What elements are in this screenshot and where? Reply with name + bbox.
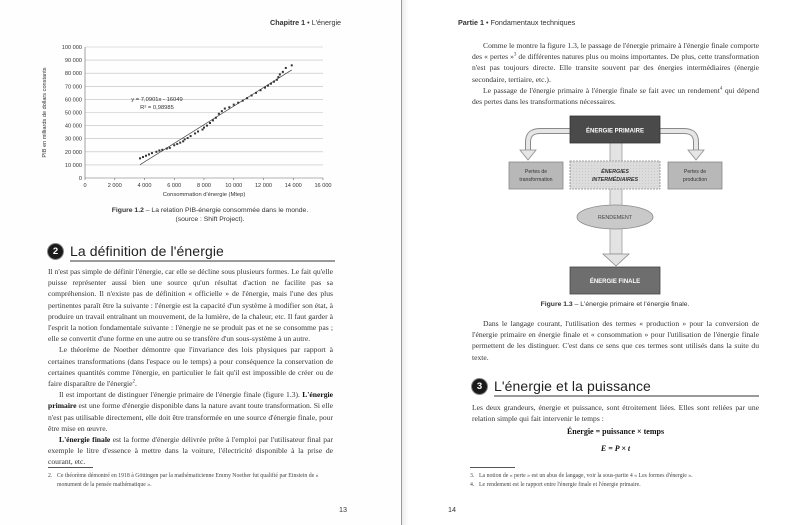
section-underline xyxy=(494,395,759,397)
box-intermediate-energies xyxy=(570,161,660,189)
figure-caption-1-2 xyxy=(70,206,350,224)
part-label: Partie 1 xyxy=(458,18,484,27)
arrow-down-icon xyxy=(603,254,629,266)
section-underline xyxy=(70,260,335,262)
paragraph: Le passage de l'énergie primaire à l'énergie finale se fait avec un rendement$^4$ qui dépend des pertes dans les transformations nécessaires. xyxy=(472,85,759,107)
footnotes-left xyxy=(48,472,338,490)
svg-text:ÉNERGIE FINALE: ÉNERGIE FINALE xyxy=(589,279,641,285)
svg-text:ÉNERGIE PRIMAIRE: ÉNERGIE PRIMAIRE xyxy=(585,128,645,135)
box-transformation-losses xyxy=(509,162,563,189)
footnote-ref: 2 xyxy=(132,379,136,385)
svg-text:16 000: 16 000 xyxy=(314,183,332,189)
figure-label: Figure 1.2 xyxy=(111,207,144,214)
svg-text:transformation: transformation xyxy=(519,177,553,183)
diagram-canvas xyxy=(470,110,760,310)
section-number-badge: 3 xyxy=(472,379,487,394)
page-number-14: 14 xyxy=(448,505,456,514)
svg-text:10 000: 10 000 xyxy=(64,162,82,169)
footnotes-right xyxy=(470,472,760,490)
body-text-right-intro xyxy=(472,40,759,107)
body-text-left xyxy=(48,266,333,468)
separator-bullet: • xyxy=(307,18,310,27)
svg-text:ÉNERGIES: ÉNERGIES xyxy=(601,169,629,175)
footnote-ref: 4 xyxy=(719,86,723,92)
svg-text:8 000: 8 000 xyxy=(197,183,211,189)
chart-canvas xyxy=(40,40,340,200)
formula-symbols: E = P × t xyxy=(600,444,631,453)
footnote: 4. Le rendement est le rapport entre l'énergie finale et l'énergie primaire. xyxy=(470,482,641,488)
svg-text:70 000: 70 000 xyxy=(64,84,82,91)
svg-text:RENDEMENT: RENDEMENT xyxy=(597,215,633,221)
footnote-divider xyxy=(470,467,515,468)
svg-text:Consommation d'énergie (Mtep): Consommation d'énergie (Mtep) xyxy=(162,192,246,198)
formula-words: Énergie = puissance × temps xyxy=(566,427,665,436)
svg-text:80 000: 80 000 xyxy=(64,71,82,78)
svg-text:4 000: 4 000 xyxy=(137,183,152,189)
paragraph: Il est important de distinguer l'énergie primaire de l'énergie finale (figure 1.3). L'énergie primaire est une forme d'énergie disponible dans la nature avant toute transformation. Si elle n'est pas utilisable directement, elle doit être transformée en une source d'énergie finale, pour être mise en œuvre. xyxy=(48,390,333,433)
footnote-divider xyxy=(48,467,93,468)
body-text-right-middle xyxy=(472,318,759,363)
svg-text:0: 0 xyxy=(78,176,82,182)
svg-text:6 000: 6 000 xyxy=(167,183,182,189)
svg-text:20 000: 20 000 xyxy=(64,149,82,156)
svg-text:PIB en milliards de dollars co: PIB en milliards de dollars constants xyxy=(42,67,48,158)
svg-text:60 000: 60 000 xyxy=(64,97,82,104)
section-number-badge: 2 xyxy=(48,244,63,259)
figure-label: Figure 1.3 xyxy=(540,301,573,308)
section-heading-3 xyxy=(472,378,651,394)
figure-caption-text: – L'énergie primaire et l'énergie finale. xyxy=(572,301,690,308)
section-title: L'énergie et la puissance xyxy=(494,378,651,394)
separator-bullet: • xyxy=(485,18,489,27)
body-text-right-bottom xyxy=(472,402,759,424)
svg-text:R² = 0,98985: R² = 0,98985 xyxy=(140,105,174,111)
chapter-label: Chapitre 1 xyxy=(270,18,306,27)
svg-text:0: 0 xyxy=(83,183,87,189)
chapter-title: L'énergie xyxy=(311,18,342,27)
paragraph: Les deux grandeurs, énergie et puissance, sont étroitement liées. Elles sont reliées par une relation simple qui fait intervenir le temps : xyxy=(472,403,759,424)
spine-shadow xyxy=(402,0,408,525)
svg-text:Pertes de: Pertes de xyxy=(683,169,707,175)
box-production-losses xyxy=(668,162,722,189)
svg-text:2 000: 2 000 xyxy=(107,183,122,189)
svg-text:40 000: 40 000 xyxy=(64,123,82,130)
svg-text:Pertes de: Pertes de xyxy=(524,169,548,175)
figure-caption-text: – La relation PIB-énergie consommée dans le monde. xyxy=(143,207,309,214)
paragraph: Dans le langage courant, l'utilisation des termes « production » pour la conversion de l'énergie primaire en énergie finale et « consommation » pour l'utilisation de l'énergie finale permettent de les distinguer. C'est dans ce sens que ces termes sont utilisés dans la suite du texte. xyxy=(472,319,759,362)
energy-flow-diagram xyxy=(470,110,760,310)
section-heading-2 xyxy=(48,243,224,259)
arrow-to-production-losses-icon xyxy=(688,150,704,160)
svg-text:30 000: 30 000 xyxy=(64,136,82,143)
page-number-13: 13 xyxy=(339,505,347,514)
svg-text:90 000: 90 000 xyxy=(64,58,82,65)
svg-text:50 000: 50 000 xyxy=(64,110,82,117)
running-head-right xyxy=(458,18,575,27)
paragraph: L'énergie finale est la forme d'énergie délivrée prête à l'emploi par l'utilisateur final par exemple le litre d'essence à mettre dans la voiture, l'électricité disponible à la prise de courant, etc. xyxy=(48,435,333,467)
svg-text:12 000: 12 000 xyxy=(254,183,273,189)
term-final-energy: L'énergie finale xyxy=(59,435,111,445)
svg-text:14 000: 14 000 xyxy=(284,183,302,189)
footnote: 2. Ce théorème démontré en 1918 à Göttingen par la mathématicienne Emmy Noether fut qualifié par Einstein de « monument de la pensée mathématique ». xyxy=(48,473,319,488)
paragraph: Il n'est pas simple de définir l'énergie, car elle se décline sous plusieurs formes. Le fait qu'elle puisse représenter aussi bien une source qu'un résultat d'action ne facilite pas sa compréhension. Il n'existe pas de définition « officielle » de l'énergie, mais l'une des plus pertinentes paraît être la suivante : l'énergie est la capacité d'un système à modifier son état, à produire un travail entraînant un mouvement, de la lumière, de la chaleur, etc. Il faut garder à l'esprit la notion fondamentale suivante : l'énergie ne se produit pas et ne se consomme pas ; elle se convertit d'une forme en une autre ou se transfère d'un sous-système à un autre. xyxy=(48,267,333,344)
section-title: La définition de l'énergie xyxy=(70,243,224,259)
central-flow-arrow xyxy=(610,142,622,254)
arrow-to-transformation-losses-icon xyxy=(520,150,536,160)
paragraph: Comme le montre la figure 1.3, le passage de l'énergie primaire à l'énergie finale comporte des « pertes »$^3$ de différentes natures plus ou moins importantes. De plus, cette transformation n'est pas toujours directe. Elle transite souvent par des énergies intermédiaires (énergie secondaire, tertiaire, etc.). xyxy=(472,41,760,84)
svg-text:y = 7,0901x - 16049: y = 7,0901x - 16049 xyxy=(131,97,183,103)
svg-text:production: production xyxy=(682,177,708,183)
paragraph: Le théorème de Noether démontre que l'invariance des lois physiques par rapport à certaines transformations (dans l'espace ou le temps) a pour conséquence la conservation de certaines quantités comme l'énergie, en particulier le fait qu'il est impossible de créer ou de faire disparaître de l'énergie$^2$. xyxy=(48,345,333,389)
scatter-chart-pib-energy xyxy=(40,40,340,200)
term-primary-energy: L'énergie primaire xyxy=(48,390,333,411)
figure-caption-1-3 xyxy=(470,300,760,309)
svg-text:INTERMÉDIAIRES: INTERMÉDIAIRES xyxy=(591,177,639,183)
svg-text:10 000: 10 000 xyxy=(225,183,243,189)
svg-text:100 000: 100 000 xyxy=(61,45,82,51)
footnote: 3. La notion de « perte » est un abus de langage, voir la sous-partie 4 « Les formes d'énergie ». xyxy=(470,473,693,479)
part-title: Fondamentaux techniques xyxy=(490,18,576,27)
footnote-ref: 3 xyxy=(513,52,517,58)
figure-source: (source : Shift Project). xyxy=(175,216,245,223)
running-head-left xyxy=(270,18,341,27)
